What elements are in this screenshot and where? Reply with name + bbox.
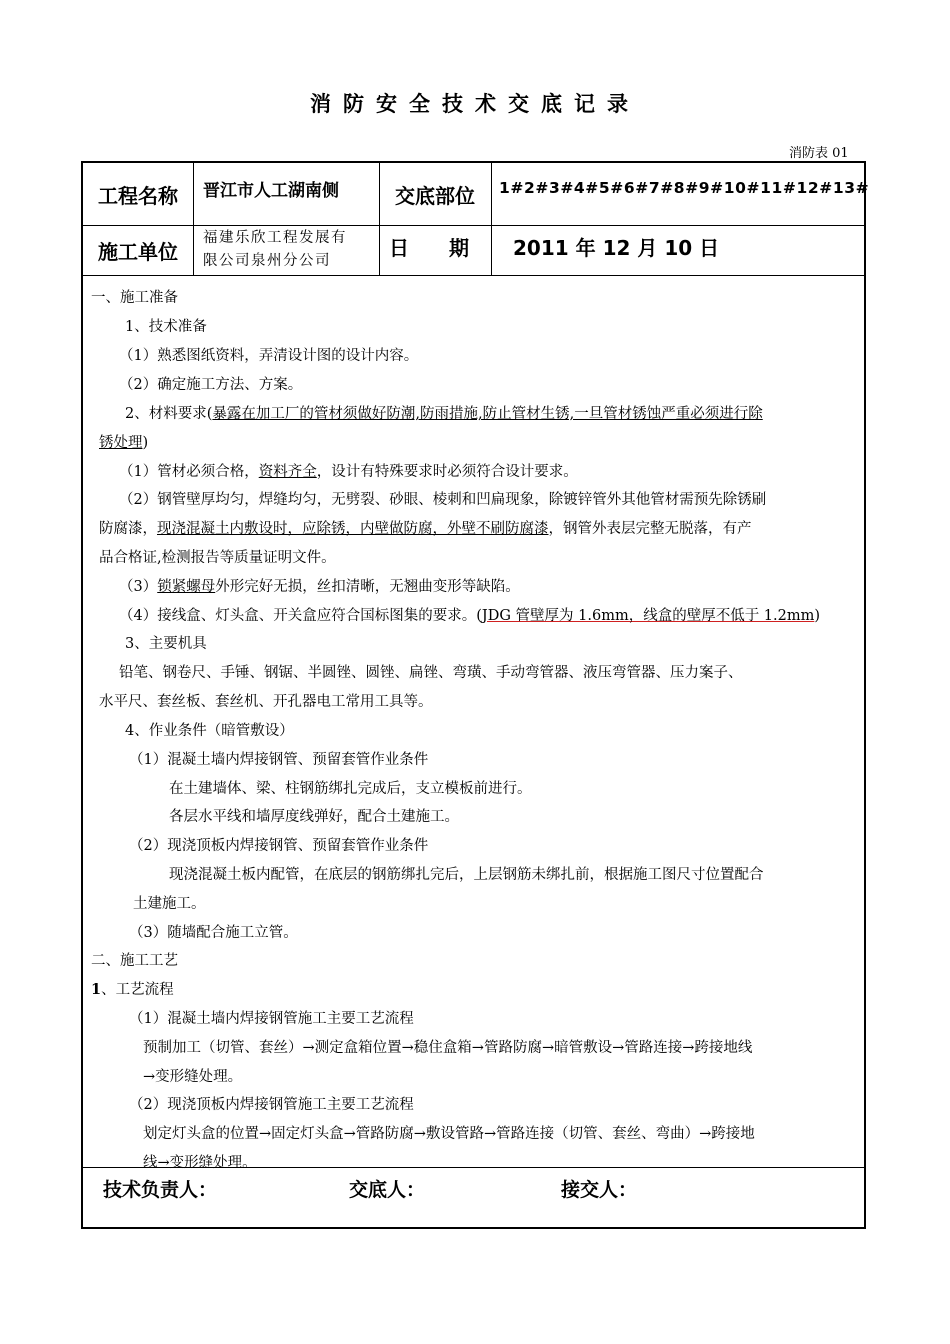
project-name-value: 晋江市人工湖南侧 bbox=[203, 180, 339, 201]
text-line: 各层水平线和墙厚度线弹好，配合土建施工。 bbox=[169, 809, 459, 825]
text-fragment: ，钢管外表层完整无脱落，有产 bbox=[548, 521, 752, 537]
underlined-text: JDG 管壁厚为 1.6mm，线盒的壁厚不低于 1.2mm bbox=[481, 608, 815, 624]
text-fragment: ，设计有特殊要求时必须符合设计要求。 bbox=[316, 464, 578, 480]
subsection-heading: 3、主要机具 bbox=[125, 636, 207, 652]
receiver-signature-label: 接交人： bbox=[561, 1179, 638, 1201]
record-table bbox=[81, 161, 869, 1229]
page-title: 消防安全技术交底记录 bbox=[310, 92, 640, 116]
text-fragment: 外形完好无损，丝扣清晰，无翘曲变形等缺陷。 bbox=[215, 579, 520, 595]
subsection-heading: 4、作业条件（暗管敷设） bbox=[125, 723, 294, 739]
text-line: 线→变形缝处理。 bbox=[143, 1155, 257, 1171]
text-line: 品合格证,检测报告等质量证明文件。 bbox=[99, 550, 336, 566]
section-heading: 一、施工准备 bbox=[91, 290, 178, 306]
construction-unit-label: 施工单位 bbox=[98, 239, 178, 264]
text-line: （2）现浇顶板内焊接钢管施工主要工艺流程 bbox=[129, 1097, 414, 1113]
subsection-heading: 1、技术准备 bbox=[125, 319, 207, 335]
text-line bbox=[99, 517, 752, 538]
text-line: 在土建墙体、梁、柱钢筋绑扎完成后，支立模板前进行。 bbox=[169, 781, 532, 797]
construction-unit-line: 福建乐欣工程发展有 bbox=[203, 230, 347, 246]
underlined-text: 资料齐全 bbox=[258, 464, 317, 480]
text-fragment: （3） bbox=[119, 579, 158, 595]
section-heading: 二、施工工艺 bbox=[91, 953, 178, 969]
date-label: 日 期 bbox=[389, 235, 469, 260]
discloser-signature-label: 交底人： bbox=[349, 1179, 426, 1201]
row-divider bbox=[83, 275, 864, 276]
col-divider bbox=[193, 163, 194, 275]
text-line bbox=[125, 402, 763, 423]
text-line: （2）确定施工方法、方案。 bbox=[119, 377, 303, 393]
text-line bbox=[119, 460, 578, 481]
text-line: （3）随墙配合施工立管。 bbox=[129, 925, 298, 941]
text-fragment: 防腐漆， bbox=[99, 521, 157, 537]
text-line bbox=[119, 575, 520, 596]
disclosure-part-value: 1#2#3#4#5#6#7#8#9#10#11#12#13# bbox=[499, 179, 869, 197]
text-line: （2）钢管壁厚均匀，焊缝均匀，无劈裂、砂眼、棱刺和凹扁现象，除镀锌管外其他管材需预先除锈刷 bbox=[119, 492, 767, 508]
construction-unit-value bbox=[203, 225, 379, 275]
text-line bbox=[119, 604, 820, 625]
construction-unit-line: 限公司泉州分公司 bbox=[203, 253, 331, 269]
text-line: 现浇混凝土板内配管，在底层的钢筋绑扎完后，上层钢筋未绑扎前，根据施工图尺寸位置配合 bbox=[169, 867, 764, 883]
text-line: →变形缝处理。 bbox=[143, 1069, 243, 1085]
text-line: （2）现浇顶板内焊接钢管、预留套管作业条件 bbox=[129, 838, 429, 854]
text-line: 土建施工。 bbox=[133, 896, 206, 912]
text-line: （1）混凝土墙内焊接钢管、预留套管作业条件 bbox=[129, 752, 429, 768]
text-line: 预制加工（切管、套丝）→测定盒箱位置→稳住盒箱→管路防腐→暗管敷设→管路连接→跨接地线 bbox=[143, 1040, 753, 1056]
text-fragment: （4）接线盒、灯头盒、开关盒应符合国标图集的要求。( bbox=[119, 608, 482, 624]
disclosure-part-label: 交底部位 bbox=[395, 183, 475, 208]
text-fragment: 2、材料要求( bbox=[125, 406, 213, 422]
col-divider bbox=[491, 163, 492, 275]
subsection-heading bbox=[91, 978, 174, 999]
text-line: （1）熟悉图纸资料，弄清设计图的设计内容。 bbox=[119, 348, 419, 364]
text-line bbox=[99, 431, 148, 452]
form-number: 消防表 01 bbox=[789, 146, 849, 161]
text-fragment: ) bbox=[142, 435, 149, 451]
text-fragment: 、工艺流程 bbox=[101, 982, 174, 998]
project-name-label: 工程名称 bbox=[98, 183, 178, 208]
text-line: 水平尺、套丝板、套丝机、开孔器电工常用工具等。 bbox=[99, 694, 433, 710]
text-fragment: ) bbox=[814, 608, 821, 624]
underlined-text: 锁紧螺母 bbox=[157, 579, 216, 595]
text-line: 划定灯头盒的位置→固定灯头盒→管路防腐→敷设管路→管路连接（切管、套丝、弯曲）→跨接地 bbox=[143, 1126, 755, 1142]
text-fragment: （1）管材必须合格， bbox=[119, 464, 259, 480]
tech-lead-signature-label: 技术负责人： bbox=[103, 1179, 218, 1201]
text-line: （1）混凝土墙内焊接钢管施工主要工艺流程 bbox=[129, 1011, 414, 1027]
underlined-text: 锈处理 bbox=[99, 435, 143, 451]
underlined-text: 现浇混凝土内敷设时，应除锈，内壁做防腐，外壁不刷防腐漆 bbox=[157, 521, 549, 537]
text-fragment: 1 bbox=[91, 981, 102, 998]
underlined-text: 暴露在加工厂的管材须做好防潮,防雨措施,防止管材生锈,一旦管材锈蚀严重必须进行除 bbox=[212, 406, 763, 422]
text-line: 铅笔、钢卷尺、手锤、钢锯、半圆锉、圆锉、扁锉、弯璜、手动弯管器、液压弯管器、压力案子、 bbox=[119, 665, 743, 681]
date-value: 2011 年 12 月 10 日 bbox=[513, 235, 720, 260]
